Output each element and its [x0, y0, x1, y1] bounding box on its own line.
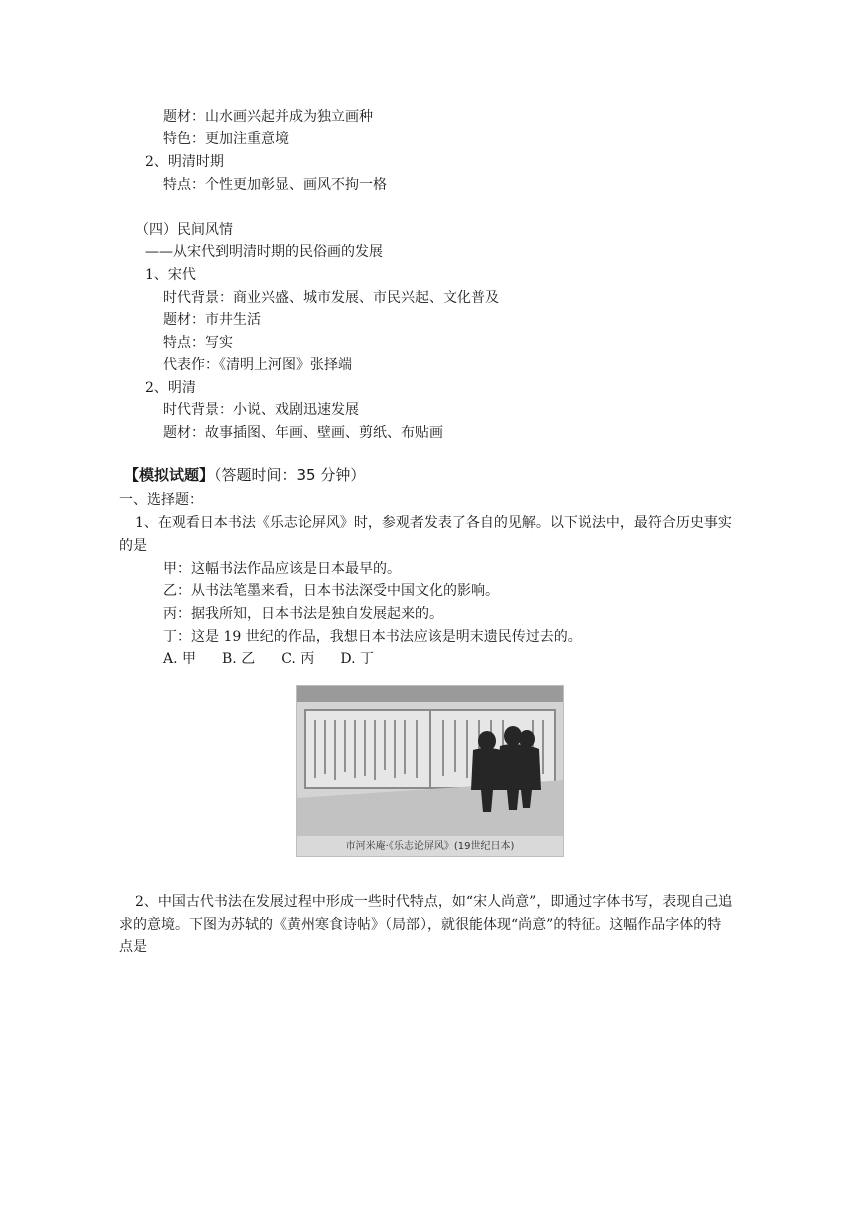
question-option: 甲：这幅书法作品应该是日本最早的。 — [163, 561, 401, 577]
text-line: 代表作：《清明上河图》张择端 — [163, 357, 352, 373]
subsection-title: 2、明清时期 — [145, 154, 224, 170]
question-stem: 1、在观看日本书法《乐志论屏风》时，参观者发表了各自的见解。以下说法中，最符合历史事实的是 — [119, 515, 732, 554]
question-section-title: 一、选择题： — [119, 492, 203, 508]
figure-caption: 市河米庵·《乐志论屏风》(19世纪日本) — [345, 841, 515, 852]
text-line: 题材：市井生活 — [163, 312, 261, 328]
question-stem: 2、中国古代书法在发展过程中形成一些时代特点，如“宋人尚意”，即通过字体书写，表现自己追求的意境。下图为苏轼的《黄州寒食诗帖》（局部），就很能体现“尚意”的特征。这幅作品字体的特点是 — [119, 894, 733, 955]
exam-time: （答题时间：35 分钟） — [214, 466, 366, 484]
question-option: 乙：从书法笔墨来看，日本书法深受中国文化的影响。 — [163, 583, 499, 599]
text-line: 特点：写实 — [163, 335, 233, 351]
section-title: （四）民间风情 — [135, 222, 233, 238]
subsection-title: 2、明清 — [145, 380, 196, 396]
question-option: 丁：这是 19 世纪的作品，我想日本书法应该是明末遗民传过去的。 — [163, 629, 582, 645]
exam-heading-title: 【模拟试题】 — [124, 466, 215, 484]
exam-heading — [124, 466, 365, 484]
answer-choice: C. 丙 — [281, 651, 315, 667]
photo-illustration — [297, 686, 564, 836]
section-subtitle: ——从宋代到明清时期的民俗画的发展 — [145, 244, 383, 260]
text-line: 题材：山水画兴起并成为独立画种 — [163, 109, 373, 125]
subsection-title: 1、宋代 — [145, 267, 196, 283]
calligraphy-screen-photo — [296, 685, 564, 857]
answer-choice: A. 甲 — [163, 651, 197, 667]
text-line: 特点：个性更加彰显、画风不拘一格 — [163, 177, 387, 193]
question-option: 丙：据我所知，日本书法是独自发展起来的。 — [163, 606, 443, 622]
text-line: 时代背景：商业兴盛、城市发展、市民兴起、文化普及 — [163, 290, 499, 306]
text-line: 时代背景：小说、戏剧迅速发展 — [163, 402, 359, 418]
text-line: 题材：故事插图、年画、壁画、剪纸、布贴画 — [163, 425, 443, 441]
answer-choices — [163, 650, 400, 668]
answer-choice: D. 丁 — [340, 651, 374, 667]
text-line: 特色：更加注重意境 — [163, 131, 289, 147]
answer-choice: B. 乙 — [222, 651, 256, 667]
